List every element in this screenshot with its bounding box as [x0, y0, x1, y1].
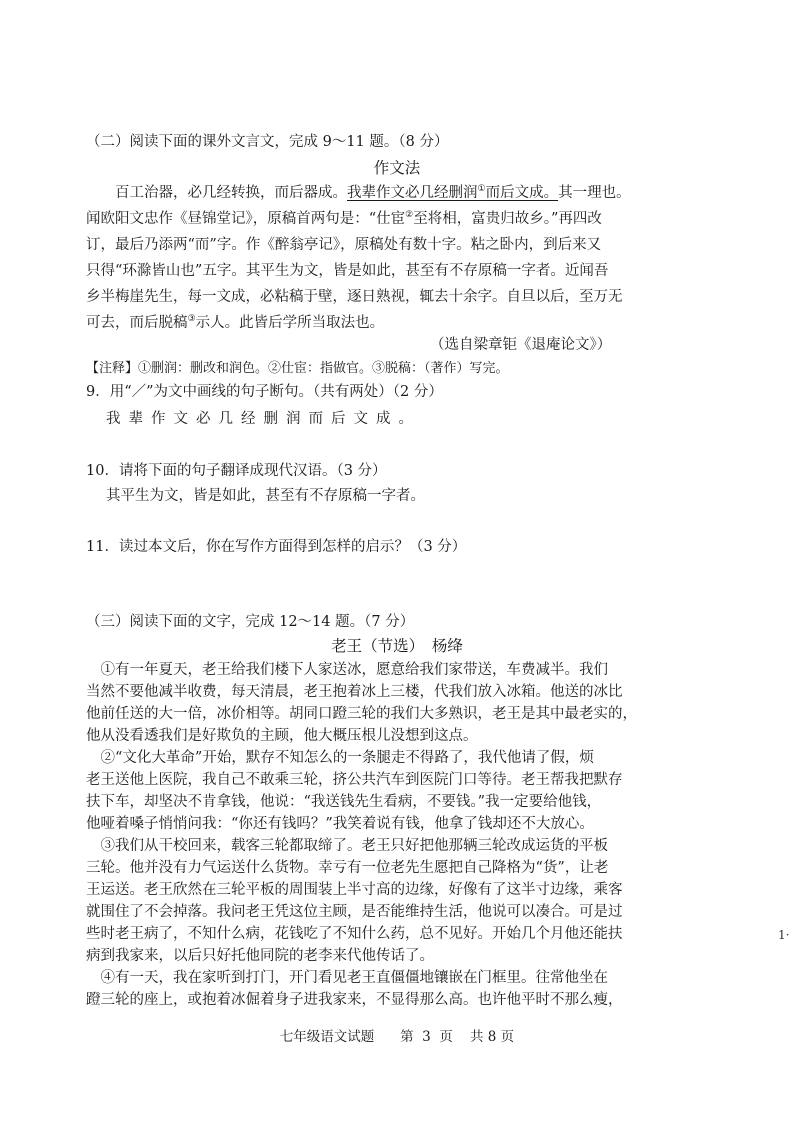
page-footer [0, 1028, 794, 1046]
passage-line [86, 313, 736, 333]
annotations: 【注释】①删润：删改和润色。②仕宦：指做官。③脱稿：（著作）写完。 [86, 361, 509, 376]
passage2-line: ①有一年夏天，老王给我们楼下人家送冰，愿意给我们家带送，车费减半。我们 [86, 662, 608, 678]
passage-line: 只得“环滁皆山也”五字。其平生为文，皆是如此，甚至有不存原稿一字者。近闻吾 [86, 263, 609, 279]
underlined-text: 而后文成。 [485, 185, 559, 201]
passage2-line: 王运送。老王欣然在三轮平板的周围装上半寸高的边缘，好像有了这半寸边缘，乘客 [86, 882, 623, 898]
passage2-line: 扶下车，却坚决不肯拿钱，他说：“我送钱先生看病，不要钱。”我一定要给他钱， [86, 794, 602, 810]
passage-text: 可去，而后脱稿 [86, 315, 188, 331]
passage2-line: 他从没看透我们是好欺负的主顾，他大概压根儿没想到这点。 [86, 728, 478, 744]
passage-text: 至将相，富贵归故乡。”再四改 [413, 211, 602, 227]
note-marker: ③ [187, 314, 196, 325]
passage2-line: 老王送他上医院，我自己不敢乘三轮，挤公共汽车到医院门口等待。老王帮我把默存 [86, 772, 623, 788]
passage2-line: 些时老王病了，不知什么病，花钱吃了不知什么药，总不见好。开始几个月他还能扶 [86, 926, 623, 942]
note-marker: ② [405, 210, 414, 221]
question-9-sentence: 我辈作文必几经删润而后文成。 [106, 411, 421, 427]
footer-page-number: 第 3 页 [400, 1029, 453, 1045]
underlined-sentence [347, 185, 558, 201]
passage-line: 订，最后乃添两“而”字。作《醉翁亭记》，原稿处有数十字。粘之卧内，到后来又 [86, 237, 602, 253]
passage-line: 乡半梅崖先生，每一文成，必粘稿于壁，逐日熟视，辄去十余字。自旦以后，至万无 [86, 289, 623, 305]
passage2-line: ③我们从干校回来，载客三轮都取缔了。老王只好把他那辆三轮改成运货的平板 [86, 838, 608, 854]
passage2-line: 就围住了不会掉落。我问老王凭这位主顾，是否能维持生活，他说可以凑合。可是过 [86, 904, 623, 920]
passage-text: 百工治器，必几经转换，而后器成。 [115, 185, 347, 201]
note-marker: ① [477, 184, 486, 195]
question-9: 9．用“／”为文中画线的句子断句。（共有两处）（2 分） [86, 384, 443, 400]
section2-heading: （二）阅读下面的课外文言文，完成 9～11 题。（8 分） [86, 134, 449, 150]
passage2-line: 三轮。他并没有力气运送什么货物。幸亏有一位老先生愿把自己降格为“货”，让老 [86, 860, 609, 876]
margin-mark: 1· [778, 928, 790, 942]
section3-heading: （三）阅读下面的文字，完成 12～14 题。（7 分） [86, 614, 415, 630]
passage-text: 其一理也。 [558, 185, 631, 201]
passage2-line: ④有一天，我在家听到打门，开门看见老王直僵僵地镶嵌在门框里。往常他坐在 [86, 970, 608, 986]
passage2-line: 当然不要他减半收费，每天清晨，老王抱着冰上三楼，代我们放入冰箱。他送的冰比 [86, 684, 623, 700]
passage2-title: 老王（节选） 杨绛 [331, 637, 463, 655]
passage-line [86, 183, 736, 203]
passage-title: 作文法 [373, 159, 421, 177]
question-11: 11．读过本文后，你在写作方面得到怎样的启示？（3 分） [86, 539, 467, 555]
footer-subject: 七年级语文试题 [279, 1029, 375, 1045]
passage2-line: 他哑着嗓子悄悄问我：“你还有钱吗？”我笑着说有钱，他拿了钱却还不大放心。 [86, 816, 594, 832]
passage2-line: 他前任送的大一倍，冰价相等。胡同口蹬三轮的我们大多熟识，老王是其中最老实的， [86, 706, 637, 722]
question-10: 10．请将下面的句子翻译成现代汉语。（3 分） [86, 463, 387, 479]
passage-line [86, 209, 736, 229]
passage2-line: ②“文化大革命”开始，默存不知怎么的一条腿走不得路了，我代他请了假，烦 [86, 750, 594, 766]
footer-total-pages: 共 8 页 [470, 1029, 515, 1045]
passage2-line: 病到我家来，以后只好托他同院的老李来代他传话了。 [86, 948, 434, 964]
passage-text: 示人。此皆后学所当取法也。 [195, 315, 385, 331]
passage-text: 闻欧阳文忠作《昼锦堂记》，原稿首两句是：“仕宦 [86, 211, 406, 227]
question-10-sentence: 其平生为文，皆是如此，甚至有不存原稿一字者。 [106, 488, 425, 504]
underlined-text: 我辈作文必几经删润 [347, 185, 478, 201]
passage2-line: 蹬三轮的座上，或抱着冰倔着身子进我家来，不显得那么高。也许他平时不那么瘦， [86, 992, 623, 1008]
passage-source: （选自梁章钜《退庵论文》） [430, 337, 612, 353]
